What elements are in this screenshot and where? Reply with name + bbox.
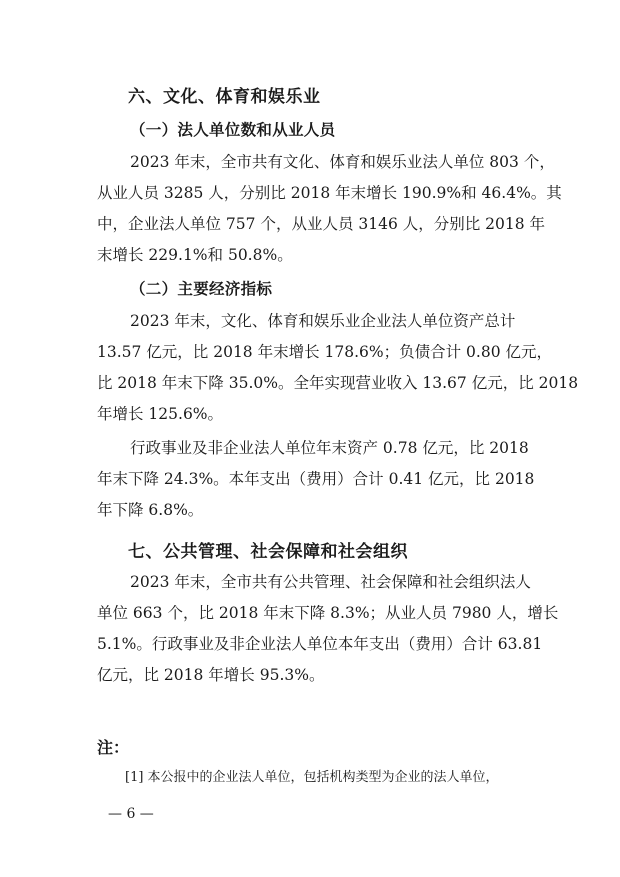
section6-title: 六、文化、体育和娱乐业 [128, 87, 321, 107]
section7-line-2: 单位 663 个，比 2018 年末下降 8.3%；从业人员 7980 人，增长 [97, 604, 559, 622]
section7-line-4: 亿元，比 2018 年增长 95.3%。 [97, 666, 325, 684]
sub2-para2-line-2: 年末下降 24.3%。本年支出（费用）合计 0.41 亿元，比 2018 [97, 470, 535, 488]
section7-line-3: 5.1%。行政事业及非企业法人单位本年支出（费用）合计 63.81 [97, 635, 543, 653]
sub2-para2-line-1: 行政事业及非企业法人单位年末资产 0.78 亿元，比 2018 [130, 439, 529, 457]
page-number: — 6 — [108, 806, 154, 822]
sub1-line-4: 末增长 229.1%和 50.8%。 [97, 246, 293, 264]
sub2-title: （二）主要经济指标 [130, 280, 273, 298]
section7-title: 七、公共管理、社会保障和社会组织 [128, 542, 408, 562]
sub1-title: （一）法人单位数和从业人员 [130, 121, 336, 139]
sub1-line-1: 2023 年末，全市共有文化、体育和娱乐业法人单位 803 个， [130, 153, 555, 171]
sub2-para1-line-4: 年增长 125.6%。 [97, 405, 224, 423]
note-1: [1] 本公报中的企业法人单位，包括机构类型为企业的法人单位， [125, 770, 499, 785]
section7-line-1: 2023 年末，全市共有公共管理、社会保障和社会组织法人 [130, 573, 531, 591]
sub2-para1-line-1: 2023 年末，文化、体育和娱乐业企业法人单位资产总计 [130, 312, 516, 330]
sub1-line-3: 中，企业法人单位 757 个，从业人员 3146 人，分别比 2018 年 [97, 215, 546, 233]
sub2-para2-line-3: 年下降 6.8%。 [97, 501, 204, 519]
sub2-para1-line-2: 13.57 亿元，比 2018 年末增长 178.6%；负债合计 0.80 亿元， [97, 343, 552, 361]
notes-heading: 注： [97, 738, 130, 757]
sub1-line-2: 从业人员 3285 人，分别比 2018 年末增长 190.9%和 46.4%。其 [97, 184, 562, 202]
sub2-para1-line-3: 比 2018 年末下降 35.0%。全年实现营业收入 13.67 亿元，比 2018 [97, 374, 579, 392]
